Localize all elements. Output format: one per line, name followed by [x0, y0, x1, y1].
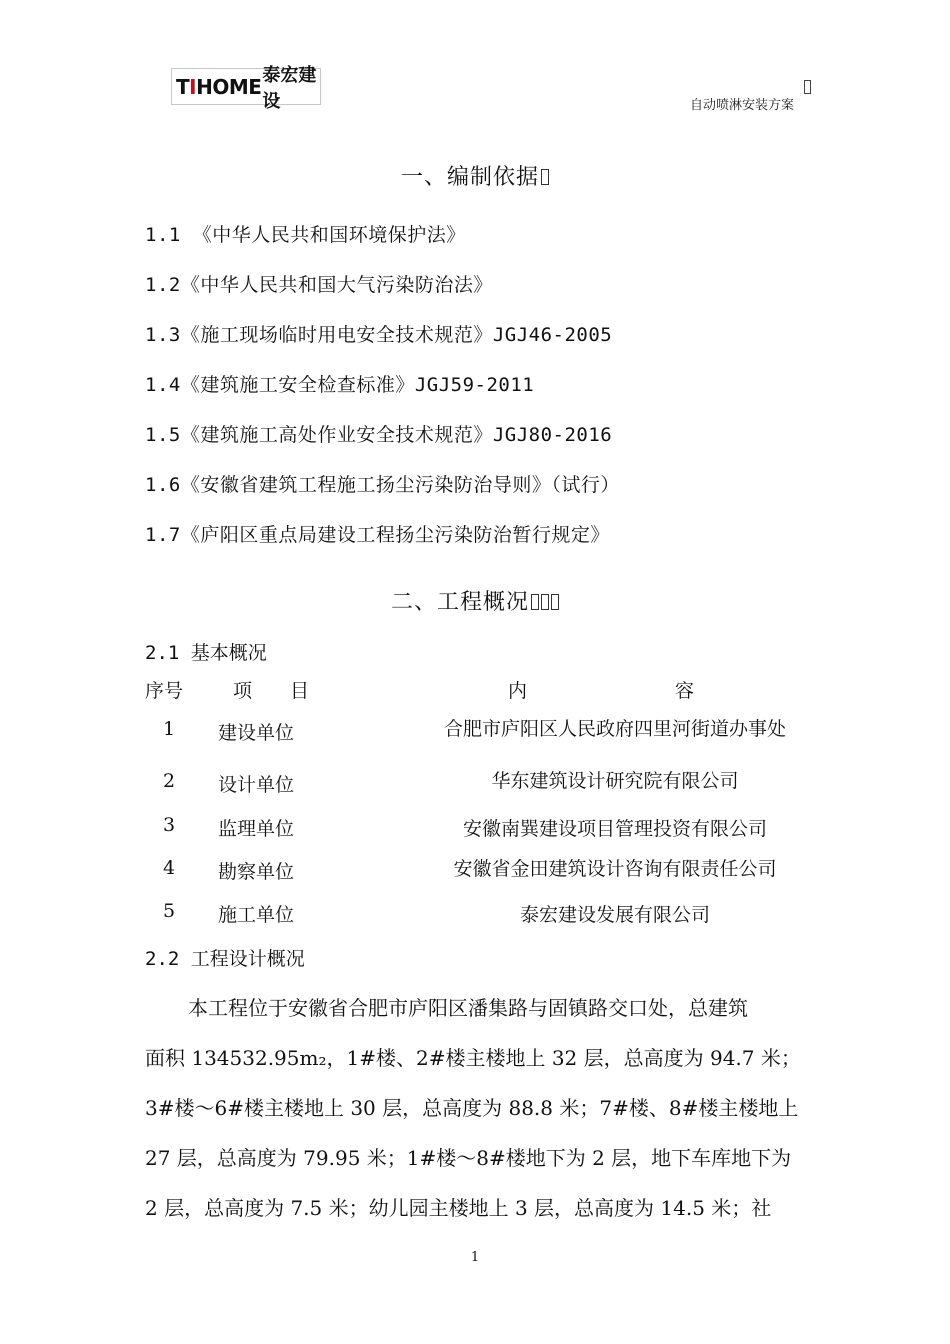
row-value: 泰宏建设发展有限公司: [519, 904, 710, 926]
row-role: 建设单位: [218, 722, 295, 744]
row-number: 4: [163, 857, 176, 879]
row-role: 施工单位: [218, 904, 295, 926]
row-value: 华东建筑设计研究院有限公司: [491, 770, 739, 792]
table-row: [0, 814, 950, 844]
row-role: 设计单位: [218, 774, 295, 796]
reference-item: 1.3《施工现场临时用电安全技术规范》JGJ46-2005: [145, 324, 613, 346]
column-header-item-part: 项: [233, 680, 253, 702]
reference-item: 1.7《庐阳区重点局建设工程扬尘污染防治暂行规定》: [145, 524, 610, 546]
missing-glyph-box: [541, 169, 549, 185]
row-number: 1: [163, 718, 176, 740]
table-header: [0, 676, 950, 706]
project-description-paragraph: [145, 983, 807, 1233]
section-2-heading: 二、工程概况: [0, 585, 950, 616]
missing-glyph-box: [804, 80, 811, 94]
missing-glyph-box: [551, 594, 559, 610]
row-role: 勘察单位: [218, 861, 295, 883]
subsection-heading: 2.2 工程设计概况: [145, 948, 305, 970]
reference-item: 1.6《安徽省建筑工程施工扬尘污染防治导则》（试行）: [145, 474, 620, 496]
paragraph-line: 本工程位于安徽省合肥市庐阳区潘集路与固镇路交口处，总建筑: [188, 996, 748, 1020]
row-value: 安徽省金田建筑设计咨询有限责任公司: [453, 858, 777, 880]
logo-wordmark: TIHOME: [176, 74, 262, 99]
page-number: 1: [470, 1250, 480, 1265]
row-value: 安徽南巽建设项目管理投资有限公司: [462, 818, 767, 840]
company-logo: [171, 64, 321, 112]
table-row: [0, 857, 950, 887]
document-header-title: 自动喷淋安装方案: [690, 98, 795, 113]
section-1-heading: 一、编制依据: [0, 160, 950, 191]
column-header-content-part: 内: [508, 680, 528, 702]
reference-item: 1.4《建筑施工安全检查标准》JGJ59-2011: [145, 374, 535, 396]
row-number: 2: [163, 770, 176, 792]
paragraph-line: 面积 134532.95m₂，1#楼、2#楼主楼地上 32 层，总高度为 94.7 米；: [145, 1046, 801, 1070]
logo-chinese-name: 泰宏建设: [262, 64, 317, 112]
row-role: 监理单位: [218, 818, 295, 840]
table-row: [0, 718, 950, 748]
row-number: 3: [163, 814, 176, 836]
table-row: [0, 900, 950, 930]
reference-item: 1.5《建筑施工高处作业安全技术规范》JGJ80-2016: [145, 424, 613, 446]
reference-item: 1.2《中华人民共和国大气污染防治法》: [145, 274, 493, 296]
reference-item: 1.1 《中华人民共和国环境保护法》: [145, 224, 466, 246]
paragraph-line: 2 层，总高度为 7.5 米；幼儿园主楼地上 3 层，总高度为 14.5 米；社: [145, 1196, 772, 1220]
paragraph-line: 27 层，总高度为 79.95 米；1#楼～8#楼地下为 2 层，地下车库地下为: [145, 1146, 792, 1170]
column-header-content-part: 容: [675, 680, 695, 702]
column-header-item-part: 目: [290, 680, 310, 702]
column-header-number: 序号: [145, 680, 184, 702]
missing-glyph-box: [541, 594, 549, 610]
missing-glyph-box: [531, 594, 539, 610]
paragraph-line: 3#楼～6#楼主楼地上 30 层，总高度为 88.8 米；7#楼、8#楼主楼地上: [145, 1096, 799, 1120]
row-number: 5: [163, 900, 176, 922]
row-value: 合肥市庐阳区人民政府四里河街道办事处: [443, 718, 786, 740]
subsection-heading: 2.1 基本概况: [145, 642, 267, 664]
table-row: [0, 770, 950, 800]
